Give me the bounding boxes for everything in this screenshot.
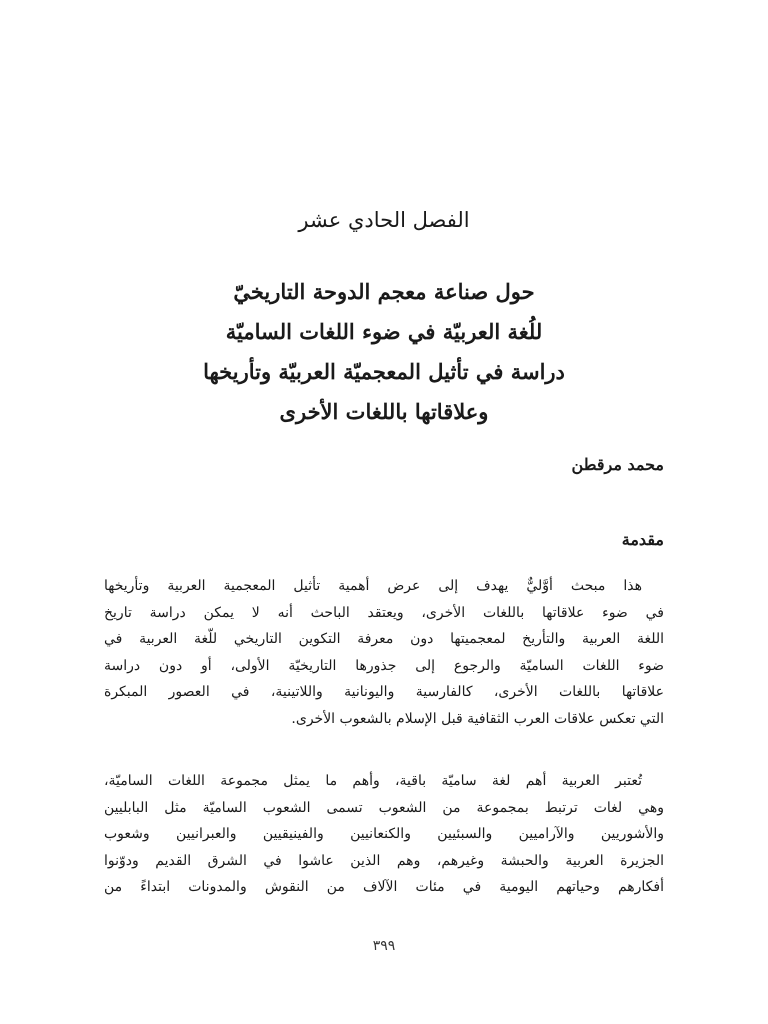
paragraph-line: وهي لغات ترتبط بمجموعة من الشعوب تسمى الشعوب الساميّة مثل البابليين bbox=[104, 799, 664, 816]
page-number: ٣٩٩ bbox=[372, 938, 396, 954]
paragraph-line: اللغة العربية والتأريخ لمعجميتها دون معرفة التكوين التاريخي للّغة العربية في bbox=[104, 631, 664, 647]
paragraph-line: والأشوريين والآراميين والسبئيين والكنعانيين والفينيقيين والعبرانيين وشعوب bbox=[104, 826, 664, 842]
paragraph-line: هذا مبحث أوَّليٌّ يهدف إلى عرض أهمية تأثيل المعجمية العربية وتأريخها bbox=[104, 578, 642, 594]
paragraph-line: الجزيرة العربية والحبشة وغيرهم، وهم الذين عاشوا في الشرق القديم ودوّنوا bbox=[104, 852, 664, 869]
paragraph-line: التي تعكس علاقات العرب الثقافية قبل الإسلام بالشعوب الأخرى. bbox=[291, 710, 664, 727]
paragraph-line: في ضوء علاقاتها باللغات الأخرى، ويعتقد الباحث أنه لا يمكن دراسة تاريخ bbox=[104, 604, 664, 621]
paragraph-line: ضوء اللغات الساميّة والرجوع إلى جذورها التاريخيّة الأولى، أو دون دراسة bbox=[104, 657, 664, 674]
paragraph-2 bbox=[104, 768, 664, 901]
main-title-line-2: للُغة العربيّة في ضوء اللغات الساميّة bbox=[225, 319, 543, 344]
paragraph-line: علاقاتها باللغات الأخرى، كالفارسية واليونانية واللاتينية، في العصور المبكرة bbox=[104, 684, 664, 700]
author-name: محمد مرقطن bbox=[571, 455, 664, 474]
main-title-line-3: دراسة في تأثيل المعجميّة العربيّة وتأريخها bbox=[203, 359, 565, 384]
main-title bbox=[100, 272, 668, 432]
paragraph-line: أفكارهم وحياتهم اليومية في مئات الآلاف من النقوش والمدونات ابتداءً من bbox=[104, 879, 664, 895]
paragraph-1 bbox=[104, 573, 664, 732]
paragraph-line: تُعتبر العربية أهم لغة ساميّة باقية، وأهم ما يمثل مجموعة اللغات الساميّة، bbox=[104, 773, 642, 789]
chapter-title: الفصل الحادي عشر bbox=[298, 208, 470, 232]
main-title-line-1: حول صناعة معجم الدوحة التاريخيّ bbox=[233, 279, 535, 304]
main-title-line-4: وعلاقاتها باللغات الأخرى bbox=[279, 399, 489, 424]
section-heading-introduction: مقدمة bbox=[621, 530, 664, 549]
